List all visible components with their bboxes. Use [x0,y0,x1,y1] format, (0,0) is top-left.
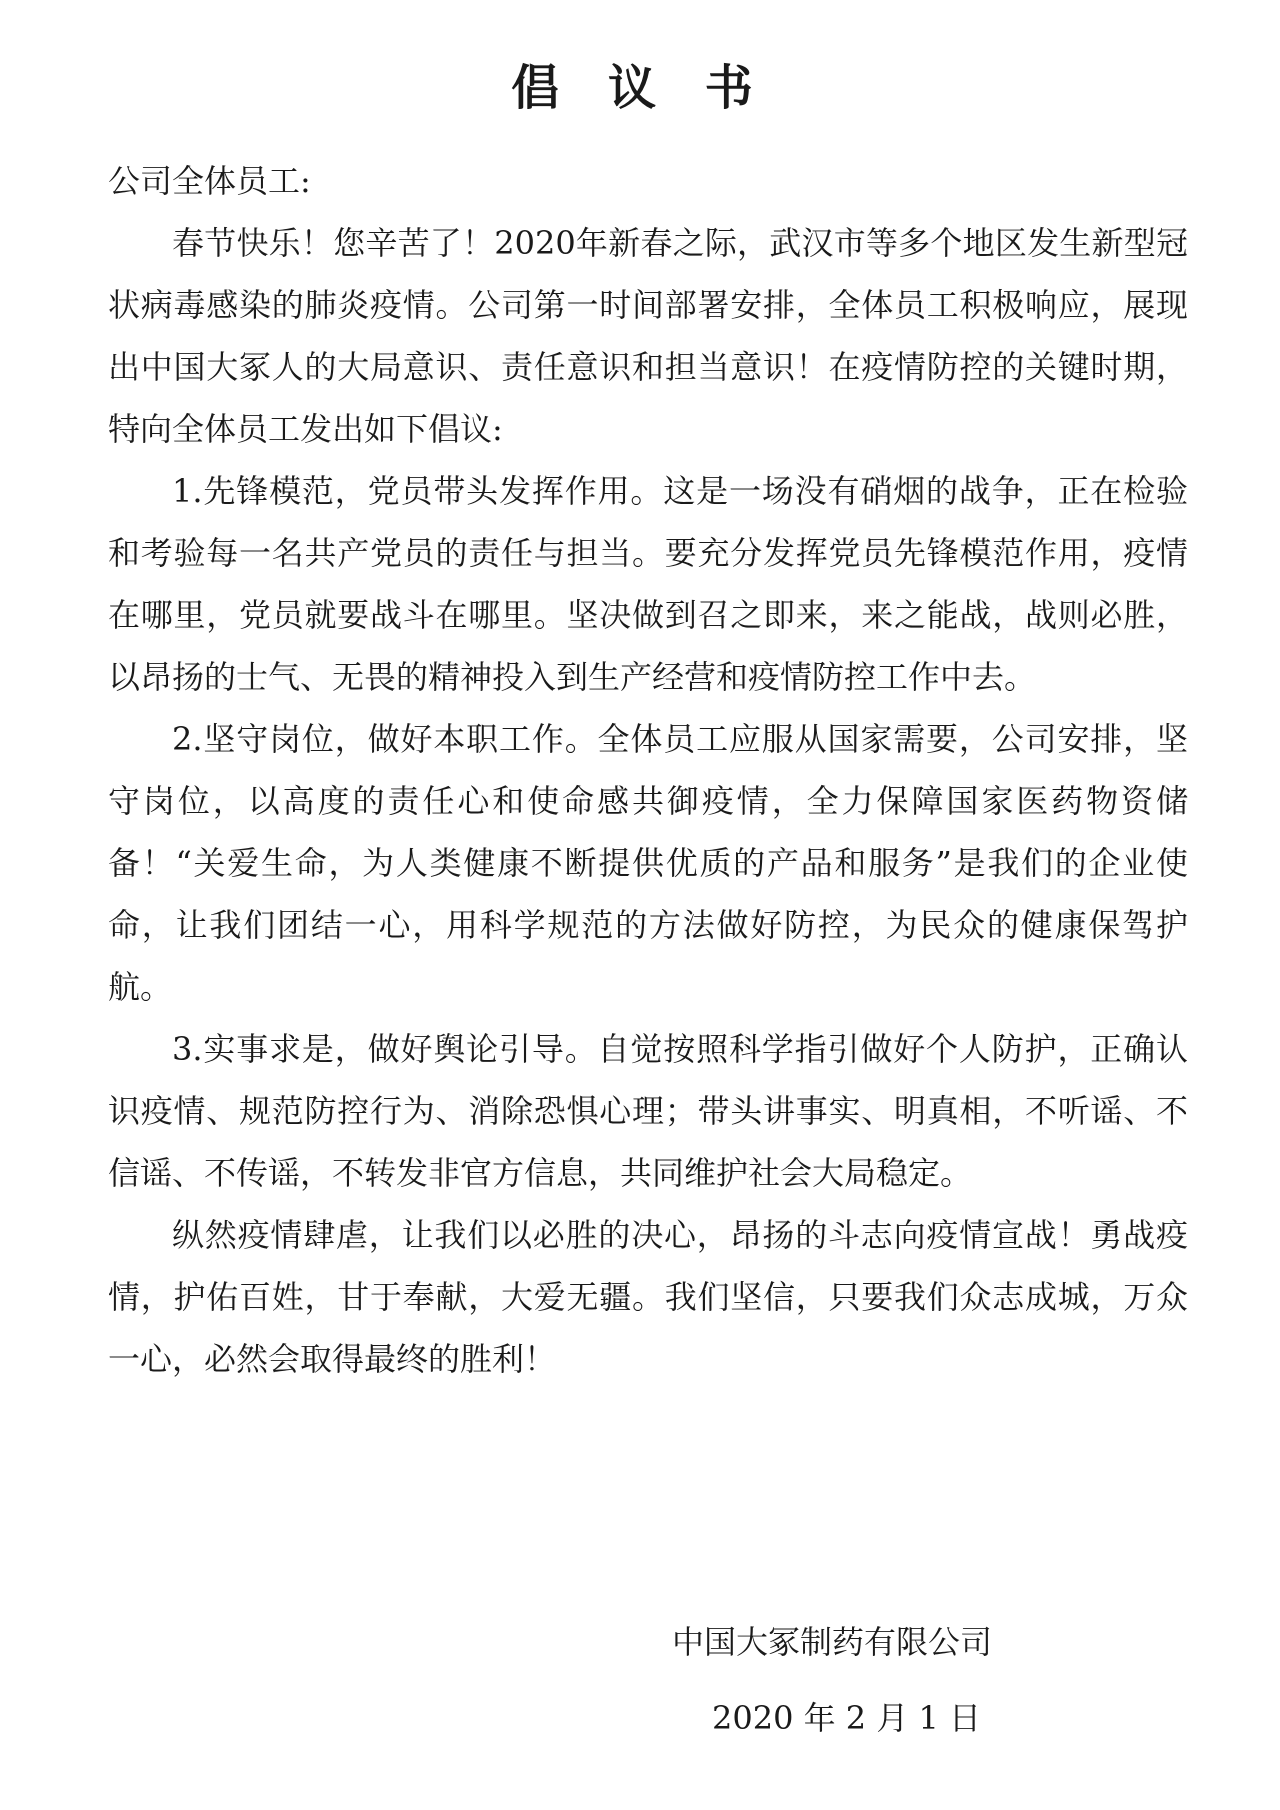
paragraph-closing: 纵然疫情肆虐，让我们以必胜的决心，昂扬的斗志向疫情宣战！勇战疫情，护佑百姓，甘于奉献，大爱无疆。我们坚信，只要我们众志成城，万众一心，必然会取得最终的胜利！ [108,1216,1188,1378]
signature-date: 2020 年 2 月 1 日 [712,1699,982,1737]
salutation: 公司全体员工: [108,162,311,200]
signature-company: 中国大冢制药有限公司 [672,1623,993,1661]
paragraph-greeting: 春节快乐！您辛苦了！2020年新春之际，武汉市等多个地区发生新型冠状病毒感染的肺炎疫情。公司第一时间部署安排，全体员工积极响应，展现出中国大冢人的大局意识、责任意识和担当意识！在疫情防控的关键时期，特向全体员工发出如下倡议: [108,224,1188,448]
paragraph-item-2: 2.坚守岗位，做好本职工作。全体员工应服从国家需要，公司安排，坚守岗位，以高度的责任心和使命感共御疫情，全力保障国家医药物资储备！“关爱生命，为人类健康不断提供优质的产品和服务”是我们的企业使命，让我们团结一心，用科学规范的方法做好防控，为民众的健康保驾护航。 [108,720,1188,1006]
paragraph-item-1: 1.先锋模范，党员带头发挥作用。这是一场没有硝烟的战争，正在检验和考验每一名共产党员的责任与担当。要充分发挥党员先锋模范作用，疫情在哪里，党员就要战斗在哪里。坚决做到召之即来，来之能战，战则必胜，以昂扬的士气、无畏的精神投入到生产经营和疫情防控工作中去。 [108,472,1188,696]
paragraph-item-3: 3.实事求是，做好舆论引导。自觉按照科学指引做好个人防护，正确认识疫情、规范防控行为、消除恐惧心理；带头讲事实、明真相，不听谣、不信谣、不传谣，不转发非官方信息，共同维护社会大局稳定。 [108,1030,1188,1192]
document-body [108,150,1188,1390]
document-title: 倡 议 书 [511,60,769,116]
